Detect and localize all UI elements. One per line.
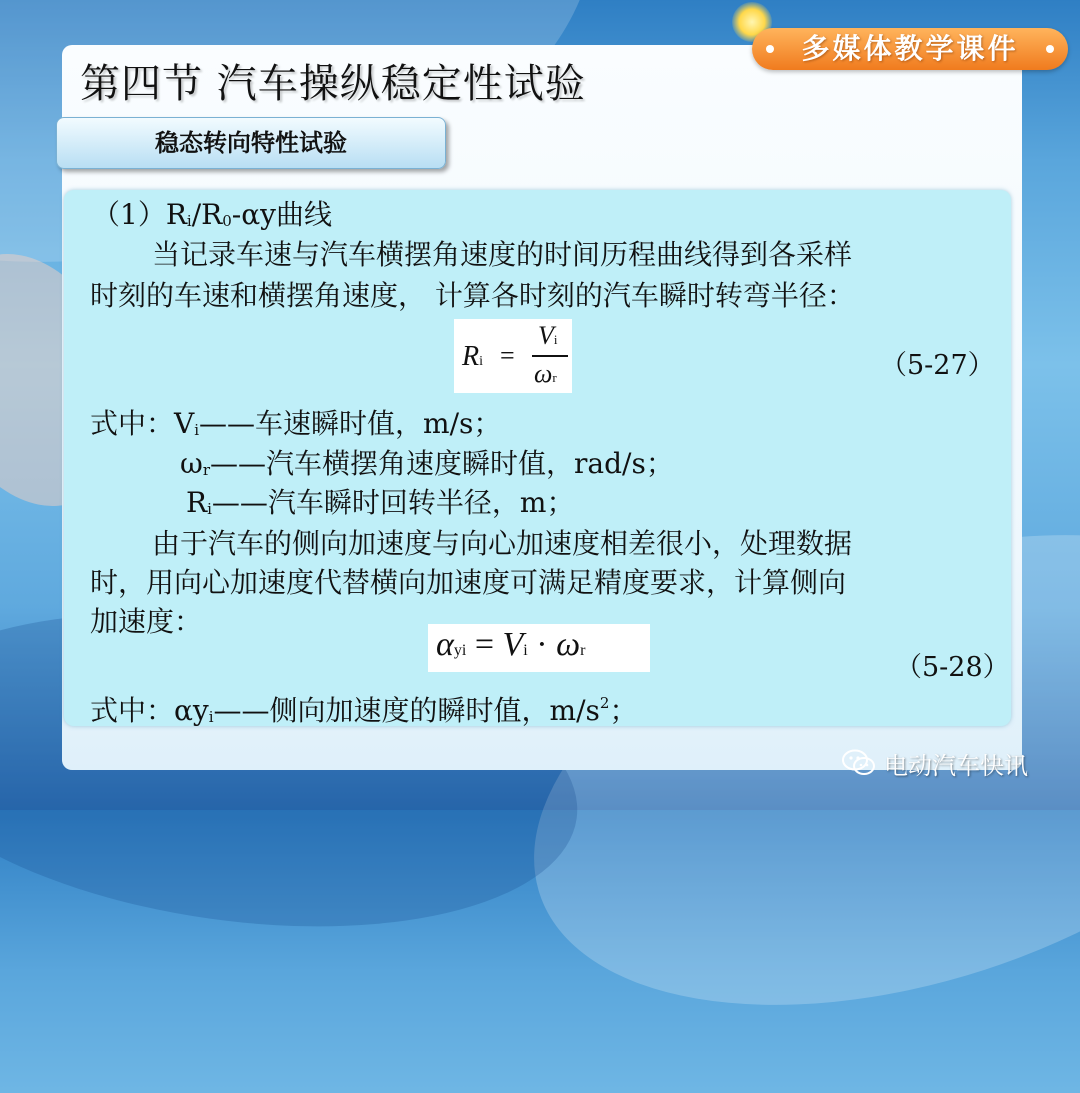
definition-line: 式中：$\alpha y_i——$侧向加速度的瞬时值，$m/s^2$； (90, 694, 638, 727)
watermark-text: 电动汽车快讯 (884, 751, 1028, 780)
page-title: 第四节 汽车操纵稳定性试验 (80, 61, 586, 107)
section-title-box (56, 117, 446, 169)
formula-5-27 (454, 319, 572, 393)
formula-equals: = (500, 341, 515, 370)
watermark (842, 745, 1028, 781)
heading-mid: /R (191, 198, 223, 231)
paragraph1-line1: 当记录车速与汽车横摆角速度的时间历程曲线得到各采样 (152, 238, 853, 271)
heading-prefix: （1）R (92, 198, 187, 231)
formula-denominator: ωr (534, 359, 557, 388)
formula-numerator: Vi (538, 321, 558, 350)
section-title: 稳态转向特性试验 (155, 129, 347, 157)
paragraph1-line2: 时刻的车速和横摆角速度， 计算各时刻的汽车瞬时转弯半径： (90, 279, 855, 312)
heading-after: -αy曲线 (231, 198, 332, 231)
fraction-bar (532, 355, 568, 357)
paragraph2-line1: 由于汽车的侧向加速度与向心加速度相差很小，处理数据 (152, 527, 853, 560)
definition-line: $\omega_r——$汽车横摆角速度瞬时值，rad/s； (180, 447, 674, 480)
definition-line: 式中：$V_i——$车速瞬时值，m/s； (90, 407, 502, 440)
equation-number: （5-27） (880, 350, 995, 381)
courseware-badge (752, 28, 1068, 70)
formula-lhs: Ri (462, 341, 483, 372)
badge-dot (766, 45, 774, 53)
heading-sub: i (186, 212, 192, 230)
badge-text: 多媒体教学课件 (801, 32, 1019, 65)
formula-5-28 (428, 624, 650, 672)
equation-number: （5-28） (895, 652, 1010, 683)
heading-line (92, 198, 332, 238)
heading-sub: 0 (222, 212, 232, 230)
badge-dot (1046, 45, 1054, 53)
paragraph2-line3: 加速度： (90, 605, 203, 638)
definition-line: $R_i——$汽车瞬时回转半径，m； (186, 486, 575, 519)
paragraph2-line2: 时，用向心加速度代替横向加速度可满足精度要求，计算侧向 (90, 566, 847, 599)
wechat-icon (842, 749, 876, 777)
formula-expression: αyi = Vi · ωr (436, 626, 586, 663)
